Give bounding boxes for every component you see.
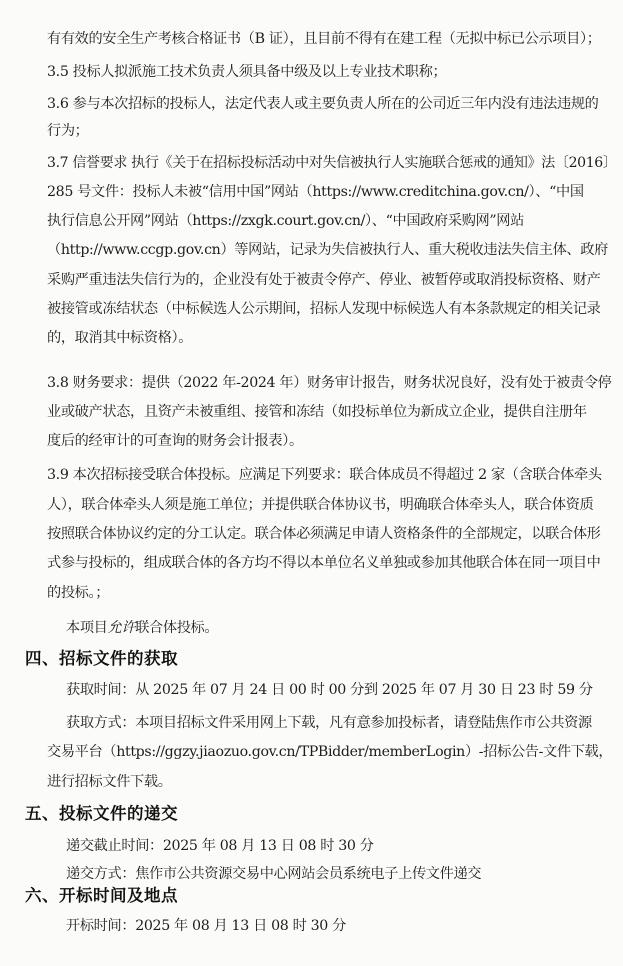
clause-3-7-line-2: 285 号文件：投标人未被“信用中国”网站（https://www.creditchina.gov.cn/）、“中国 (47, 184, 584, 200)
clause-3-7-line-4: （http://www.ccgp.gov.cn）等网站，记录为失信被执行人、重大税收违法失信主体、政府 (47, 242, 608, 258)
section-5-deadline: 递交截止时间：2025 年 08 月 13 日 08 时 30 分 (66, 838, 374, 854)
clause-3-9-line-3: 按照联合体协议约定的分工认定。联合体必须满足申请人资格条件的全部规定，以联合体形 (47, 526, 601, 542)
section-4-time: 获取时间：从 2025 年 07 月 24 日 00 时 00 分到 2025 年 07 月 30 日 23 时 59 分 (66, 682, 593, 698)
section-4-method-line-1: 获取方式：本项目招标文件采用网上下载，凡有意参加投标者，请登陆焦作市公共资源 (66, 715, 592, 731)
joint-bid-note-prefix: 本项目 (66, 620, 108, 636)
clause-3-7-line-1: 3.7 信誉要求 执行《关于在招标投标活动中对失信被执行人实施联合惩戒的通知》法〔2016〕 (47, 155, 617, 171)
section-5-heading: 五、投标文件的递交 (25, 804, 178, 823)
clause-3-8-line-1: 3.8 财务要求：提供（2022 年-2024 年）财务审计报告，财务状况良好，没有处于被责令停 (47, 375, 612, 391)
handwritten-allowed: 允许 (107, 620, 136, 636)
clause-3-8-line-2: 业或破产状态，且资产未被重组、接管和冻结（如投标单位为新成立企业，提供自注册年 (47, 404, 587, 420)
section-4-method-line-2: 交易平台（https://ggzy.jiaozuo.gov.cn/TPBidder/memberLogin）-招标公告-文件下载， (47, 744, 613, 760)
section-4-heading: 四、招标文件的获取 (25, 649, 178, 668)
clause-3-7-line-6: 被接管或冻结状态（中标候选人公示期间，招标人发现中标候选人有本条款规定的相关记录 (47, 301, 601, 317)
clause-3-9-line-4: 式参与投标的，组成联合体的各方均不得以本单位名义单独或参加其他联合体在同一项目中 (47, 555, 601, 571)
section-6-time: 开标时间：2025 年 08 月 13 日 08 时 30 分 (66, 918, 346, 934)
qualification-line-end: 有有效的安全生产考核合格证书（B 证），且目前不得有在建工程（无拟中标已公示项目）； (47, 31, 601, 47)
section-4-method-line-3: 进行招标文件下载。 (47, 774, 172, 790)
clause-3-9-line-1: 3.9 本次招标接受联合体投标。应满足下列要求：联合体成员不得超过 2 家（含联合体牵头 (47, 467, 602, 483)
clause-3-8-line-3: 度后的经审计的可查询的财务会计报表）。 (47, 433, 303, 449)
clause-3-9-line-5: 的投标。； (47, 585, 110, 601)
joint-bid-note (66, 618, 218, 638)
clause-3-6-line-2: 行为； (47, 123, 89, 139)
clause-3-7-line-7: 的，取消其中标资格）。 (47, 330, 193, 346)
clause-3-7-line-3: 执行信息公开网”网站（https://zxgk.court.gov.cn/）、“中国政府采购网”网站 (47, 213, 524, 229)
section-5-method: 递交方式：焦作市公共资源交易中心网站会员系统电子上传文件递交 (66, 866, 482, 882)
section-6-heading: 六、开标时间及地点 (25, 886, 178, 905)
clause-3-6-line-1: 3.6 参与本次招标的投标人，法定代表人或主要负责人所在的公司近三年内没有违法违规的 (47, 96, 599, 112)
clause-3-5: 3.5 投标人拟派施工技术负责人须具备中级及以上专业技术职称； (47, 64, 447, 80)
clause-3-9-line-2: 人），联合体牵头人须是施工单位；并提供联合体协议书，明确联合体牵头人，联合体资质 (47, 497, 594, 513)
joint-bid-note-suffix: 联合体投标。 (135, 620, 219, 636)
clause-3-7-line-5: 采购严重违法失信行为的，企业没有处于被责令停产、停业、被暂停或取消投标资格、财产 (47, 272, 601, 288)
